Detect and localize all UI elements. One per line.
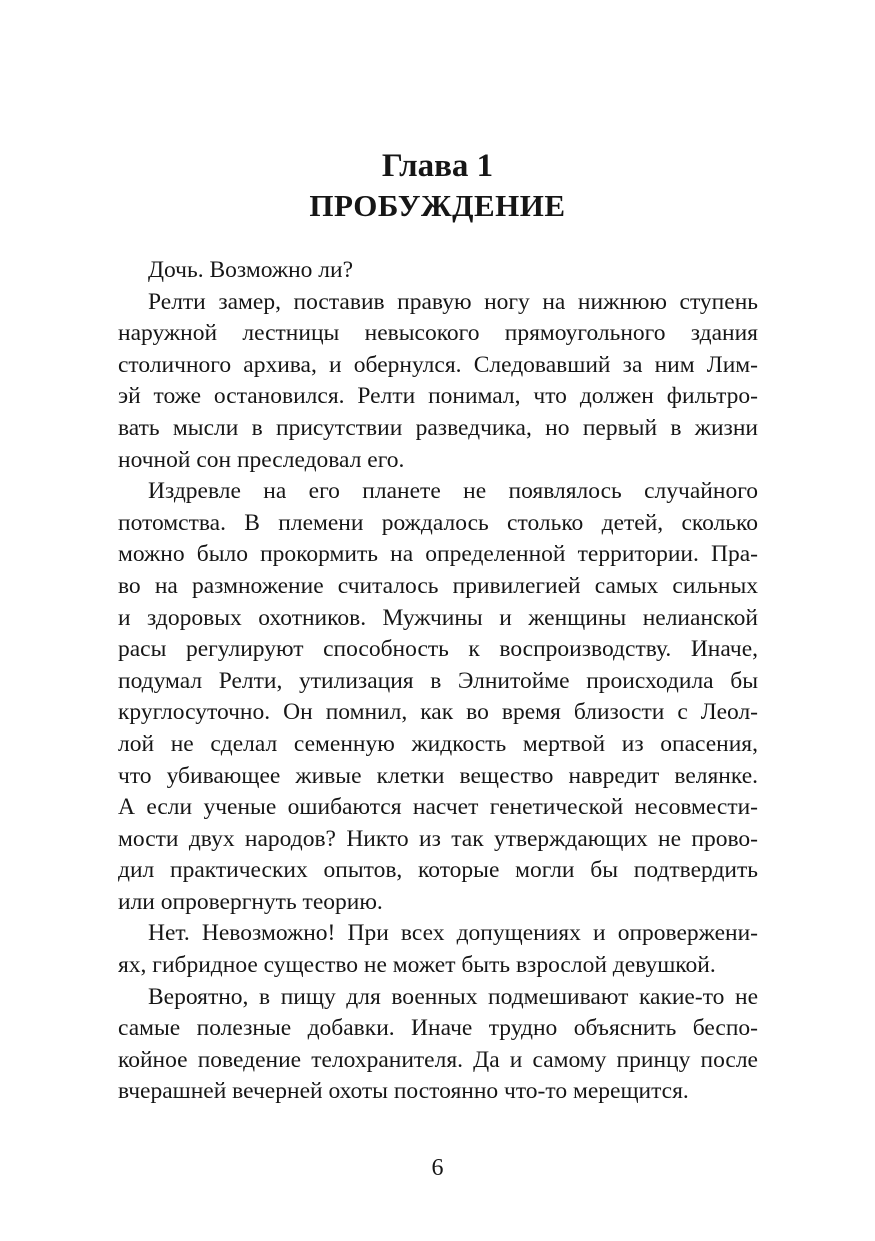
paragraph [118,287,758,477]
chapter-number: Глава 1 [381,148,494,184]
text-line: эй тоже остановился. Релти понимал, что должен фильтро- [118,383,758,410]
text-line: лой не сделал семенную жидкость мертвой из опасения, [118,730,758,757]
text-line: мости двух народов? Никто из так утверждающих не прово- [118,825,758,852]
text-line: подумал Релти, утилизация в Элнитойме происходила бы [118,667,758,694]
text-line: койное поведение телохранителя. Да и самому принцу после [118,1046,758,1073]
text-line: Нет. Невозможно! При всех допущениях и опровержени- [148,920,758,947]
paragraph [118,476,758,918]
text-line: потомства. В племени рождалось столько детей, сколько [118,509,758,536]
text-line: расы регулируют способность к воспроизводству. Иначе, [118,636,758,663]
paragraph [118,255,758,287]
text-line: вать мысли в присутствии разведчика, но первый в жизни [118,414,758,441]
text-line: ях, гибридное существо не может быть взрослой девушкой. [118,952,716,979]
text-line: круглосуточно. Он помнил, как во время близости с Леол- [118,699,758,726]
paragraph [118,982,758,1108]
text-line: Релти замер, поставив правую ногу на нижнюю ступень [148,288,758,315]
text-line: что убивающее живые клетки вещество навредит велянке. [118,762,758,789]
text-line: Вероятно, в пищу для военных подмешивают какие-то не [148,983,758,1010]
text-line: можно было прокормить на определенной территории. Пра- [118,541,758,568]
page-number: 6 [431,1155,444,1181]
text-line: или опровергнуть теорию. [118,888,383,915]
chapter-title: ПРОБУЖДЕНИЕ [309,188,566,223]
text-line: дил практических опытов, которые могли бы подтвердить [118,857,758,884]
text-line: столичного архива, и обернулся. Следовавший за ним Лим- [118,351,758,378]
text-line: вчерашней вечерней охоты постоянно что-то мерещится. [118,1078,689,1105]
text-line: самые полезные добавки. Иначе трудно объяснить беспо- [118,1015,758,1042]
text-line: Дочь. Возможно ли? [148,257,354,283]
text-line: во на размножение считалось привилегией самых сильных [118,572,758,599]
paragraph [118,918,758,981]
text-line: наружной лестницы невысокого прямоугольного здания [118,320,758,347]
text-line: ночной сон преследовал его. [118,446,405,473]
chapter-body-text [118,255,758,1108]
text-line: и здоровых охотников. Мужчины и женщины нелианской [118,604,758,631]
text-line: Издревле на его планете не появлялось случайного [148,478,758,505]
text-line: А если ученые ошибаются насчет генетической несовмести- [118,794,758,821]
